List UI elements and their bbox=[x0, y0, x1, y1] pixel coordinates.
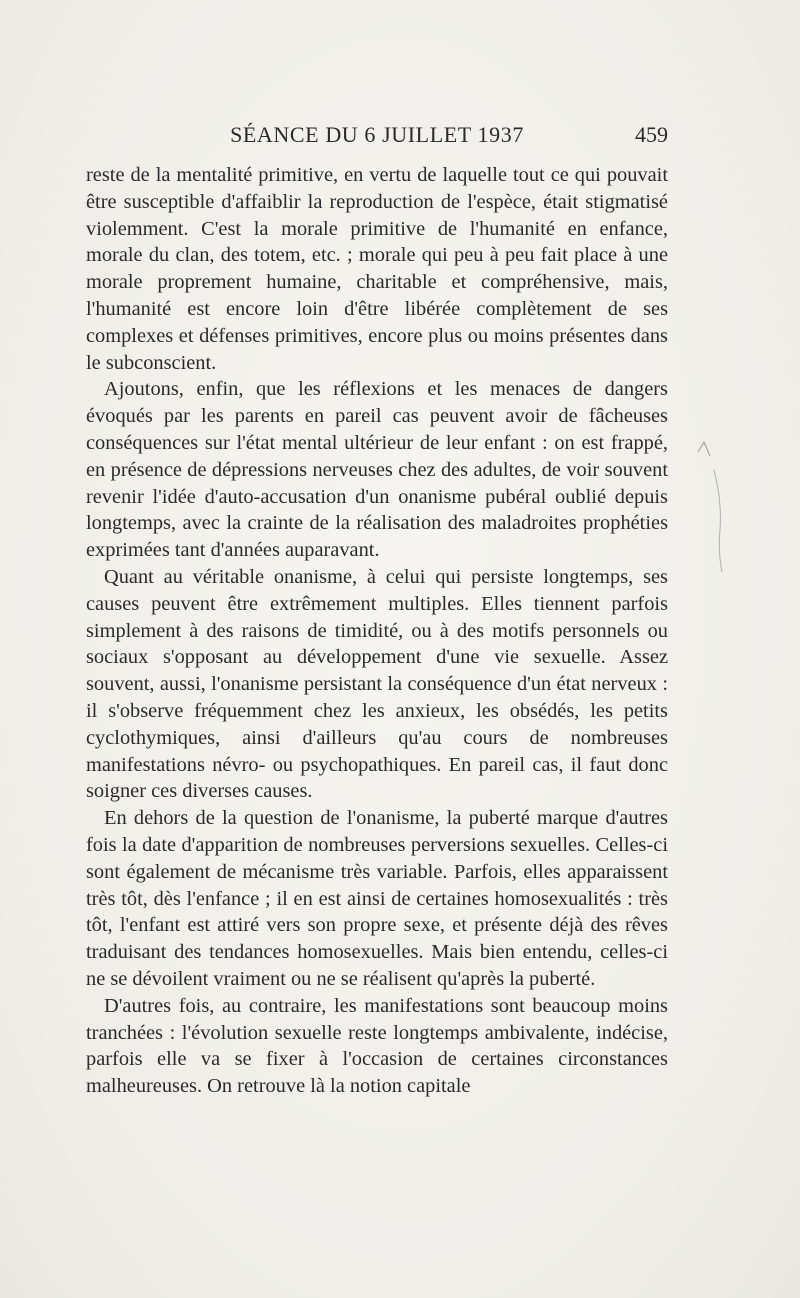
paragraph-4: En dehors de la question de l'onanisme, la puberté marque d'autres fois la date d'apparition de nombreuses perversions sexuelles. Celles-ci sont également de mécanisme très variable. Parfois, elles apparaissent très tôt, dès l'enfance ; il en est ainsi de certaines homosexualités : très tôt, l'enfant est attiré vers son propre sexe, et présente déjà des rêves traduisant des tendances homosexuelles. Mais bien entendu, celles-ci ne se dévoilent vraiment ou ne se réalisent qu'après la puberté. bbox=[86, 807, 668, 990]
paragraph-1: reste de la mentalité primitive, en vertu de laquelle tout ce qui pouvait être susceptible d'affaiblir la reproduction de l'espèce, était stigmatisé violemment. C'est la morale primitive de l'humanité en enfance, morale du clan, des totem, etc. ; morale qui peu à peu fait place à une morale proprement humaine, charitable et compréhensive, mais, l'humanité est encore loin d'être libérée complètement de ses complexes et défenses primitives, encore plus ou moins présentes dans le subconscient. bbox=[86, 164, 668, 374]
running-title: SÉANCE DU 6 JUILLET 1937 bbox=[230, 122, 524, 147]
paragraph-5: D'autres fois, au contraire, les manifestations sont beaucoup moins tranchées : l'évolution sexuelle reste longtemps ambivalente, indécise, parfois elle va se fixer à l'occasion de certaines circonstances malheureuses. On retrouve là la notion capitale bbox=[86, 994, 668, 1098]
page-number: 459 bbox=[635, 122, 668, 147]
running-head bbox=[86, 118, 668, 152]
margin-pencil-mark bbox=[696, 440, 730, 580]
paragraph-3: Quant au véritable onanisme, à celui qui persiste longtemps, ses causes peuvent être extrêmement multiples. Elles tiennent parfois simplement à des raisons de timidité, ou à des motifs personnels ou sociaux s'opposant au développement d'une vie sexuelle. Assez souvent, aussi, l'onanisme persistant la conséquence d'un état nerveux : il s'observe fréquemment chez les anxieux, les obsédés, les petits cyclothymiques, ainsi d'ailleurs qu'au cours de nombreuses manifestations névro- ou psychopathiques. En pareil cas, il faut donc soigner ces diverses causes. bbox=[86, 565, 668, 803]
paragraph-2: Ajoutons, enfin, que les réflexions et les menaces de dangers évoqués par les parents en pareil cas peuvent avoir de fâcheuses conséquences sur l'état mental ultérieur de leur enfant : on est frappé, en présence de dépressions nerveuses chez des adultes, de voir souvent revenir l'idée d'auto-accusation d'un onanisme pubéral oublié depuis longtemps, avec la crainte de la réalisation des maladroites prophéties exprimées tant d'années auparavant. bbox=[86, 378, 668, 562]
body-text bbox=[86, 162, 668, 1100]
